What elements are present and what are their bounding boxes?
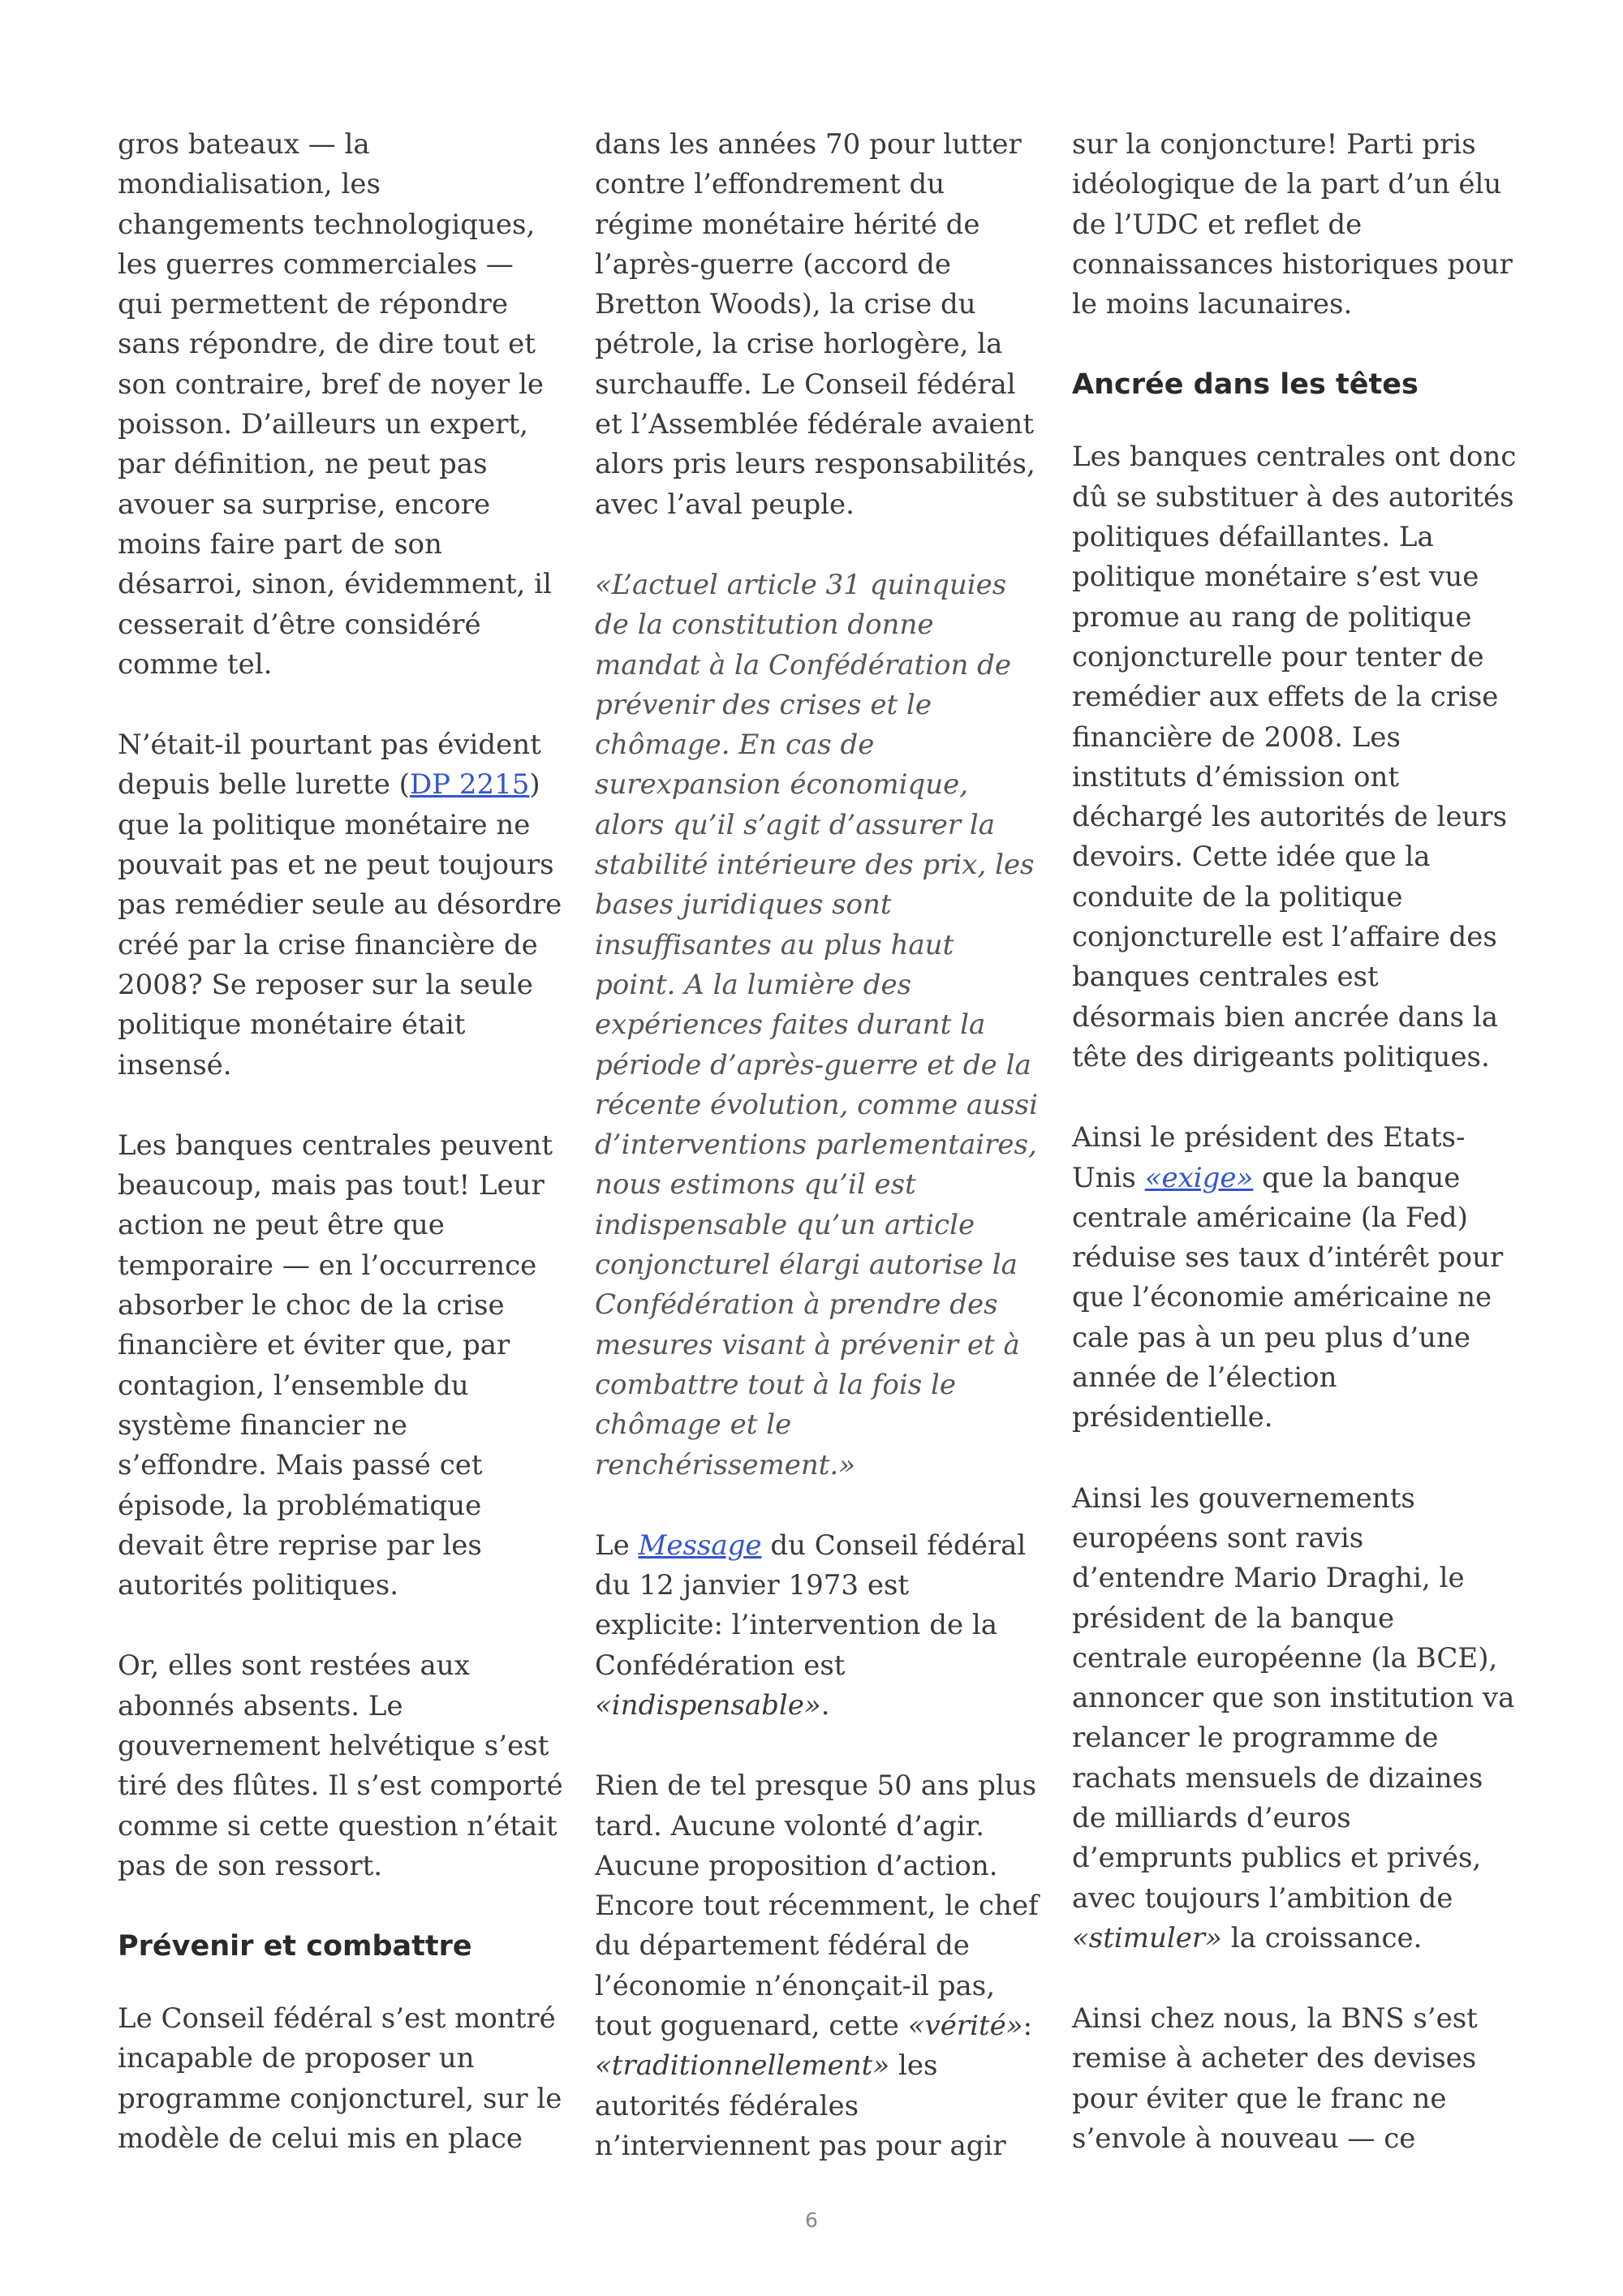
text-run: .: [820, 1688, 830, 1722]
block-quote: «L’actuel article 31 quinquies de la constitution donne mandat à la Confédération de prévenir des crises et le chômage. En cas de surexpansion économique, alors qu’il s’agit d’assurer la stabilité intérieure des prix, les bases juridiques sont insuffisantes au plus haut point. A la lumière des expériences faites durant la période d’après-guerre et de la récente évolution, comme aussi d’interventions parlementaires, nous estimons qu’il est indispensable qu’un article conjoncturel élargi autorise la Confédération à prendre des mesures visant à prévenir et à combattre tout à la fois le chômage et le renchérissement.»: [595, 568, 1038, 1481]
emphasis: «indispensable»: [595, 1688, 821, 1722]
text-run: Le: [595, 1529, 639, 1562]
text-run: du Conseil fédéral du 12 janvier 1973 est explicite: l’intervention de la Confédération est: [595, 1529, 1027, 1682]
paragraph: [595, 1766, 1041, 2166]
paragraph: sur la conjoncture! Parti pris idéologique de la part d’un élu de l’UDC et reflet de connaissances historiques pour le moins lacunaires.: [1072, 128, 1513, 321]
paragraph: Les banques centrales peuvent beaucoup, mais pas tout! Leur action ne peut être que temporaire — en l’occurrence absorber le choc de la crise financière et éviter que, par contagion, l’ensemble du système financier ne s’effondre. Mais passé cet épisode, la problématique devait être reprise par les autorités politiques.: [118, 1129, 553, 1602]
link-exige[interactable]: «exige»: [1144, 1161, 1254, 1194]
section-heading: Prévenir et combattre: [118, 1930, 472, 1963]
column-2: [595, 125, 1041, 2166]
paragraph: dans les années 70 pour lutter contre l’effondrement du régime monétaire hérité de l’après-guerre (accord de Bretton Woods), la crise du pétrole, la crise horlogère, la surchauffe. Le Conseil fédéral et l’Assemblée fédérale avaient alors pris leurs responsabilités, avec l’aval peuple.: [595, 128, 1035, 521]
paragraph: Les banques centrales ont donc dû se substituer à des autorités politiques défaillantes. La politique monétaire s’est vue promue au rang de politique conjoncturelle pour tenter de remédier aux effets de la crise financière de 2008. Les instituts d’émission ont déchargé les autorités de leurs devoirs. Cette idée que la conduite de la politique conjoncturelle est l’affaire des banques centrales est désormais bien ancrée dans la tête des dirigeants politiques.: [1072, 441, 1517, 1073]
link-dp-2215[interactable]: DP 2215: [409, 768, 530, 802]
text-run: ) que la politique monétaire ne pouvait pas et ne peut toujours pas remédier seule au désordre créé par la crise financière de 2008? Se reposer sur la seule politique monétaire était insensé.: [118, 768, 562, 1081]
text-run: Ainsi les gouvernements européens sont ravis d’entendre Mario Draghi, le président de la banque centrale européenne (la BCE), annoncer que son institution va relancer le programme de rachats mensuels de dizaines de milliards d’euros d’emprunts publics et privés, avec toujours l’ambition de: [1072, 1481, 1515, 1915]
text-run: :: [1022, 2010, 1033, 2043]
text-run: que la banque centrale américaine (la Fed) réduise ses taux d’intérêt pour que l’économie américaine ne cale pas à un peu plus d’une année de l’élection présidentielle.: [1072, 1161, 1504, 1434]
paragraph: Ainsi chez nous, la BNS s’est remise à acheter des devises pour éviter que le franc ne s’envole à nouveau — ce: [1072, 2002, 1478, 2156]
paragraph: [118, 725, 564, 1086]
link-message[interactable]: Message: [638, 1529, 762, 1562]
paragraph: Or, elles sont restées aux abonnés absents. Le gouvernement helvétique s’est tiré des flûtes. Il s’est comporté comme si cette question n’était pas de son ressort.: [118, 1649, 563, 1882]
column-3: [1072, 125, 1518, 2159]
text-run: la croissance.: [1221, 1921, 1423, 1954]
paragraph: [595, 1526, 1041, 1726]
emphasis: «stimuler»: [1072, 1921, 1222, 1954]
page-number: 6: [805, 2208, 818, 2232]
text-run: Rien de tel presque 50 ans plus tard. Aucune volonté d’agir. Aucune proposition d’action. Encore tout récemment, le chef du département fédéral de l’économie n’énonçait-il pas, tout goguenard, cette: [595, 1769, 1039, 2043]
paragraph: Le Conseil fédéral s’est montré incapable de proposer un programme conjoncturel, sur le modèle de celui mis en place: [118, 2002, 562, 2156]
paragraph: gros bateaux — la mondialisation, les changements technologiques, les guerres commerciales — qui permettent de répondre sans répondre, de dire tout et son contraire, bref de noyer le poisson. D’ailleurs un expert, par définition, ne peut pas avouer sa surprise, encore moins faire part de son désarroi, sinon, évidemment, il cesserait d’être considéré comme tel.: [118, 128, 552, 681]
section-heading: Ancrée dans les têtes: [1072, 368, 1419, 402]
text-run: les autorités fédérales n’interviennent pas pour agir: [595, 2049, 1006, 2162]
column-1: [118, 125, 564, 2159]
emphasis: «vérité»: [907, 2010, 1023, 2043]
emphasis: «traditionnellement»: [595, 2049, 890, 2083]
paragraph: [1072, 1479, 1518, 1959]
text-run: N’était-il pourtant pas évident depuis belle lurette (: [118, 729, 541, 802]
text-run: Ainsi le président des Etats-Unis: [1072, 1121, 1466, 1194]
paragraph: [1072, 1118, 1518, 1438]
